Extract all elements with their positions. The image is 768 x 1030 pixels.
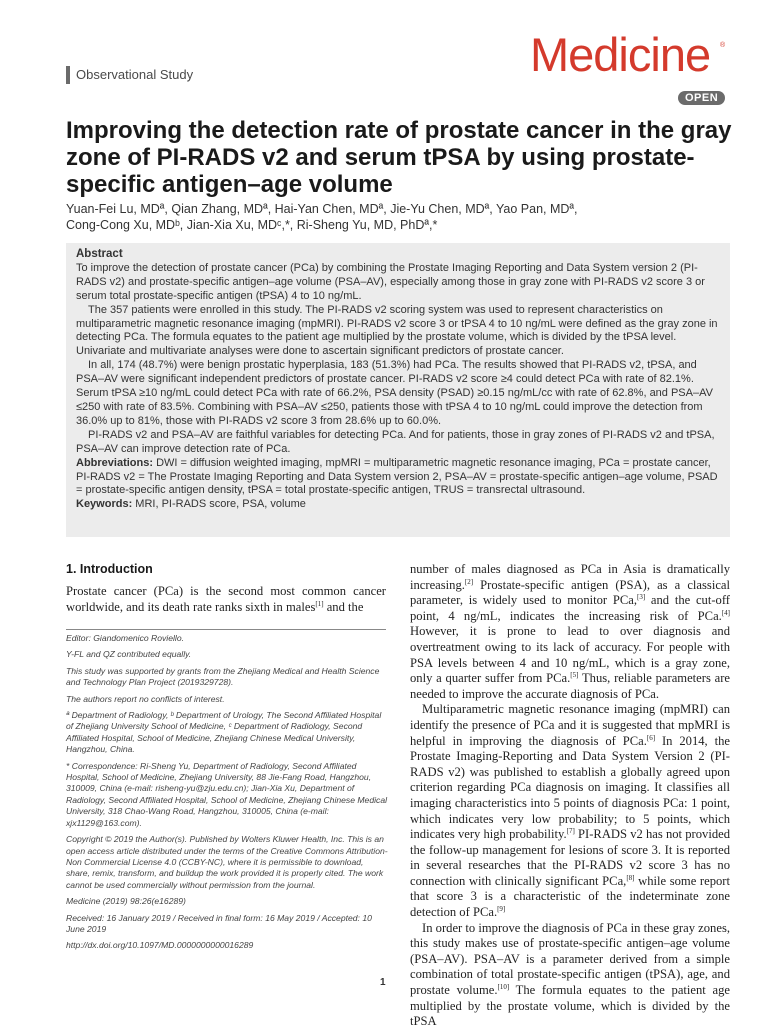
authors-line-2: Cong-Cong Xu, MDᵇ, Jian-Xia Xu, MDᶜ,*, Ri-Sheng Yu, MD, PhDª,* — [66, 218, 438, 232]
left-column — [66, 562, 386, 615]
keywords — [76, 498, 722, 512]
journal-logo: Medicine — [530, 28, 711, 81]
page-number: 1 — [380, 977, 386, 988]
keywords-text: MRI, PI-RADS score, PSA, volume — [132, 498, 306, 511]
body-paragraph: In order to improve the diagnosis of PCa in these gray zones, this study makes use of prostate-specific antigen–age volume (PSA–AV). PSA–AV is a parameter derived from a simple combination of total prostate-specific antigen (tPSA), age, and prostate volume.[10] The formula equates to the patient age multiplied by the prostate volume, which is divided by the tPSA — [410, 920, 730, 1029]
footnote-divider — [66, 629, 386, 630]
body-paragraph: number of males diagnosed as PCa in Asia is dramatically increasing.[2] Prostate-specific antigen (PSA), as a classical parameter, is widely used to monitor PCa,[3] and the cut-off point, 4 ng/mL, indicates the increasing risk of PCa.[4] However, it is prone to lead to over diagnosis and overtreatment owing to its lack of accuracy. For people with PSA levels between 4 and 10 ng/mL, which is a gray zone, only a quarter suffer from PCa.[5] Thus, reliable parameters are needed to improve the accurate diagnosis of PCa. — [410, 562, 730, 701]
right-column — [410, 562, 730, 1030]
article-title: Improving the detection rate of prostate cancer in the gray zone of PI-RADS v2 and serum tPSA by using prostate-specific antigen–age volume — [66, 117, 732, 198]
funding-note: This study was supported by grants from the Zhejiang Medical and Health Science and Technology Plan Project (2019329728). — [66, 665, 380, 688]
editor-note: Editor: Giandomenico Roviello. — [66, 633, 184, 643]
abstract-paragraph: In all, 174 (48.7%) were benign prostatic hyperplasia, 183 (51.3%) had PCa. The results showed that PI-RADS v2, tPSA, and PSA–AV were significant independent predictors of prostate cancer. PI-RADS v2 score ≥4 could detect PCa with rate of 82.1%. Serum tPSA ≥10 ng/mL could detect PCa with rate of 66.2%, PSA density (PSAD) ≥0.15 ng/mL/cc with rate of 62.8%, and PSA–AV ≤250 with rate of 83.5%. Combining with PSA–AV ≤250, patients those with tPSA 4 to 10 ng/mL could improve the detection from 36.0% up to 81%, those with PI-RADS v2 score 3 from 28.6% up to 60.0%. — [76, 359, 713, 427]
conflict-note: The authors report no conflicts of interest. — [66, 693, 225, 704]
doi-link[interactable]: http://dx.doi.org/10.1097/MD.0000000000016289 — [66, 940, 254, 951]
author-list — [66, 201, 736, 233]
authors-line-1: Yuan-Fei Lu, MDª, Qian Zhang, MDª, Hai-Yan Chen, MDª, Jie-Yu Chen, MDª, Yao Pan, MDª, — [66, 202, 578, 216]
abstract-paragraph: To improve the detection of prostate cancer (PCa) by combining the Prostate Imaging Reporting and Data System version 2 (PI-RADS v2) and prostate-specific antigen–age volume (PSA–AV), especially among those in gray zone with PI-RADS v2 score 3 or serum total prostate-specific antigen (tPSA) 4 to 10 ng/mL. — [76, 261, 705, 302]
affiliations-note: ª Department of Radiology, ᵇ Department of Urology, The Second Affiliated Hospital of Zhejiang University School of Medicine, ᶜ Department of Radiology, Second Affiliated Hospital, School of Medicine, Zhejiang Chinese Medical University, Hangzhou, China. — [66, 710, 382, 755]
abbreviations-text: DWI = diffusion weighted imaging, mpMRI = multiparametric magnetic resonance imaging, PCa = prostate cancer, PI-RADS v2 = The Prostate Imaging Reporting and Data System version 2, PSA–AV = prostate-specific antigen–age volume, PSAD = prostate-specific antigen density, tPSA = total prostate-specific antigen, TRUS = transrectal ultrasound. — [76, 456, 718, 497]
registered-mark: ® — [720, 42, 726, 49]
abstract-paragraph: PI-RADS v2 and PSA–AV are faithful variables for detecting PCa. And for patients, those in gray zones of PI-RADS v2 and tPSA, PSA–AV can improve detection rate of PCa. — [76, 428, 715, 455]
introduction-heading: 1. Introduction — [66, 562, 153, 576]
contribution-note: Y-FL and QZ contributed equally. — [66, 649, 192, 660]
body-paragraph: Prostate cancer (PCa) is the second most common cancer worldwide, and its death rate ranks sixth in males[1] and the — [66, 584, 386, 614]
abstract-box — [66, 243, 730, 537]
section-label: Observational Study — [66, 66, 193, 84]
correspondence-note: * Correspondence: Ri-Sheng Yu, Department of Radiology, Second Affiliated Hospital, School of Medicine, Zhejiang University, 88 Jie-Fang Road, Hangzhou, 310009, China (e-mail: risheng-yu@zju.edu.cn); Jian-Xia Xu, Department of Radiology, Second Affiliated Hospital, School of Medicine, Zhejiang Chinese Medical University, 318 Chao-Wang Road, Hangzhou, 310005, China (e-mail: xjx1129@163.com). — [66, 760, 388, 828]
abstract-paragraph: The 357 patients were enrolled in this study. The PI-RADS v2 scoring system was used to represent characteristics on multiparametric magnetic resonance imaging (mpMRI). PI-RADS v2 score 3 or tPSA 4 to 10 ng/mL were defined as the gray zone in detecting PCa. The formula equates to the patient age multiplied by the prostate volume, which is divided by the tPSA level. Univariate and multivariate analyses were done to ascertain significant predictors of prostate cancer. — [76, 303, 718, 358]
body-paragraph: Multiparametric magnetic resonance imaging (mpMRI) can identify the presence of PCa and it is suggested that mpMRI is helpful in improving the diagnosis of PCa.[6] In 2014, the Prostate Imaging-Reporting and Data System Version 2 (PI-RADS v2) was published to establish a globally agreed upon criterion regarding PCa diagnosis on imaging. It classifies all imaging characteristics into 5 points of diagnosis PCa: 1 point, which indicates very low probability; to 5 points, which indicates very high probability.[7] PI-RADS v2 has not provided the follow-up management for lesions of score 3. It is reported in several researches that the PI-RADS v2 score 3 has no connection with clinically significant PCa,[8] while some report that score 3 is a characteristic of the indeterminate zone detection of PCa.[9] — [410, 702, 731, 920]
abbreviations-label: Abbreviations: — [76, 456, 154, 469]
keywords-label: Keywords: — [76, 498, 133, 511]
footnotes — [66, 633, 388, 957]
dates-note: Received: 16 January 2019 / Received in final form: 16 May 2019 / Accepted: 10 June 2019 — [66, 912, 372, 934]
citation-note: Medicine (2019) 98:26(e16289) — [66, 896, 186, 907]
abstract-heading: Abstract — [76, 248, 123, 260]
open-access-badge: OPEN — [678, 91, 725, 105]
copyright-note: Copyright © 2019 the Author(s). Published by Wolters Kluwer Health, Inc. This is an open access article distributed under the terms of the Creative Commons Attribution-Non Commercial License 4.0 (CCBY-NC), where it is permissible to download, share, remix, transform, and buildup the work provided it is properly cited. The work cannot be used commercially without permission from the journal. — [66, 834, 388, 890]
abbreviations — [76, 457, 722, 499]
